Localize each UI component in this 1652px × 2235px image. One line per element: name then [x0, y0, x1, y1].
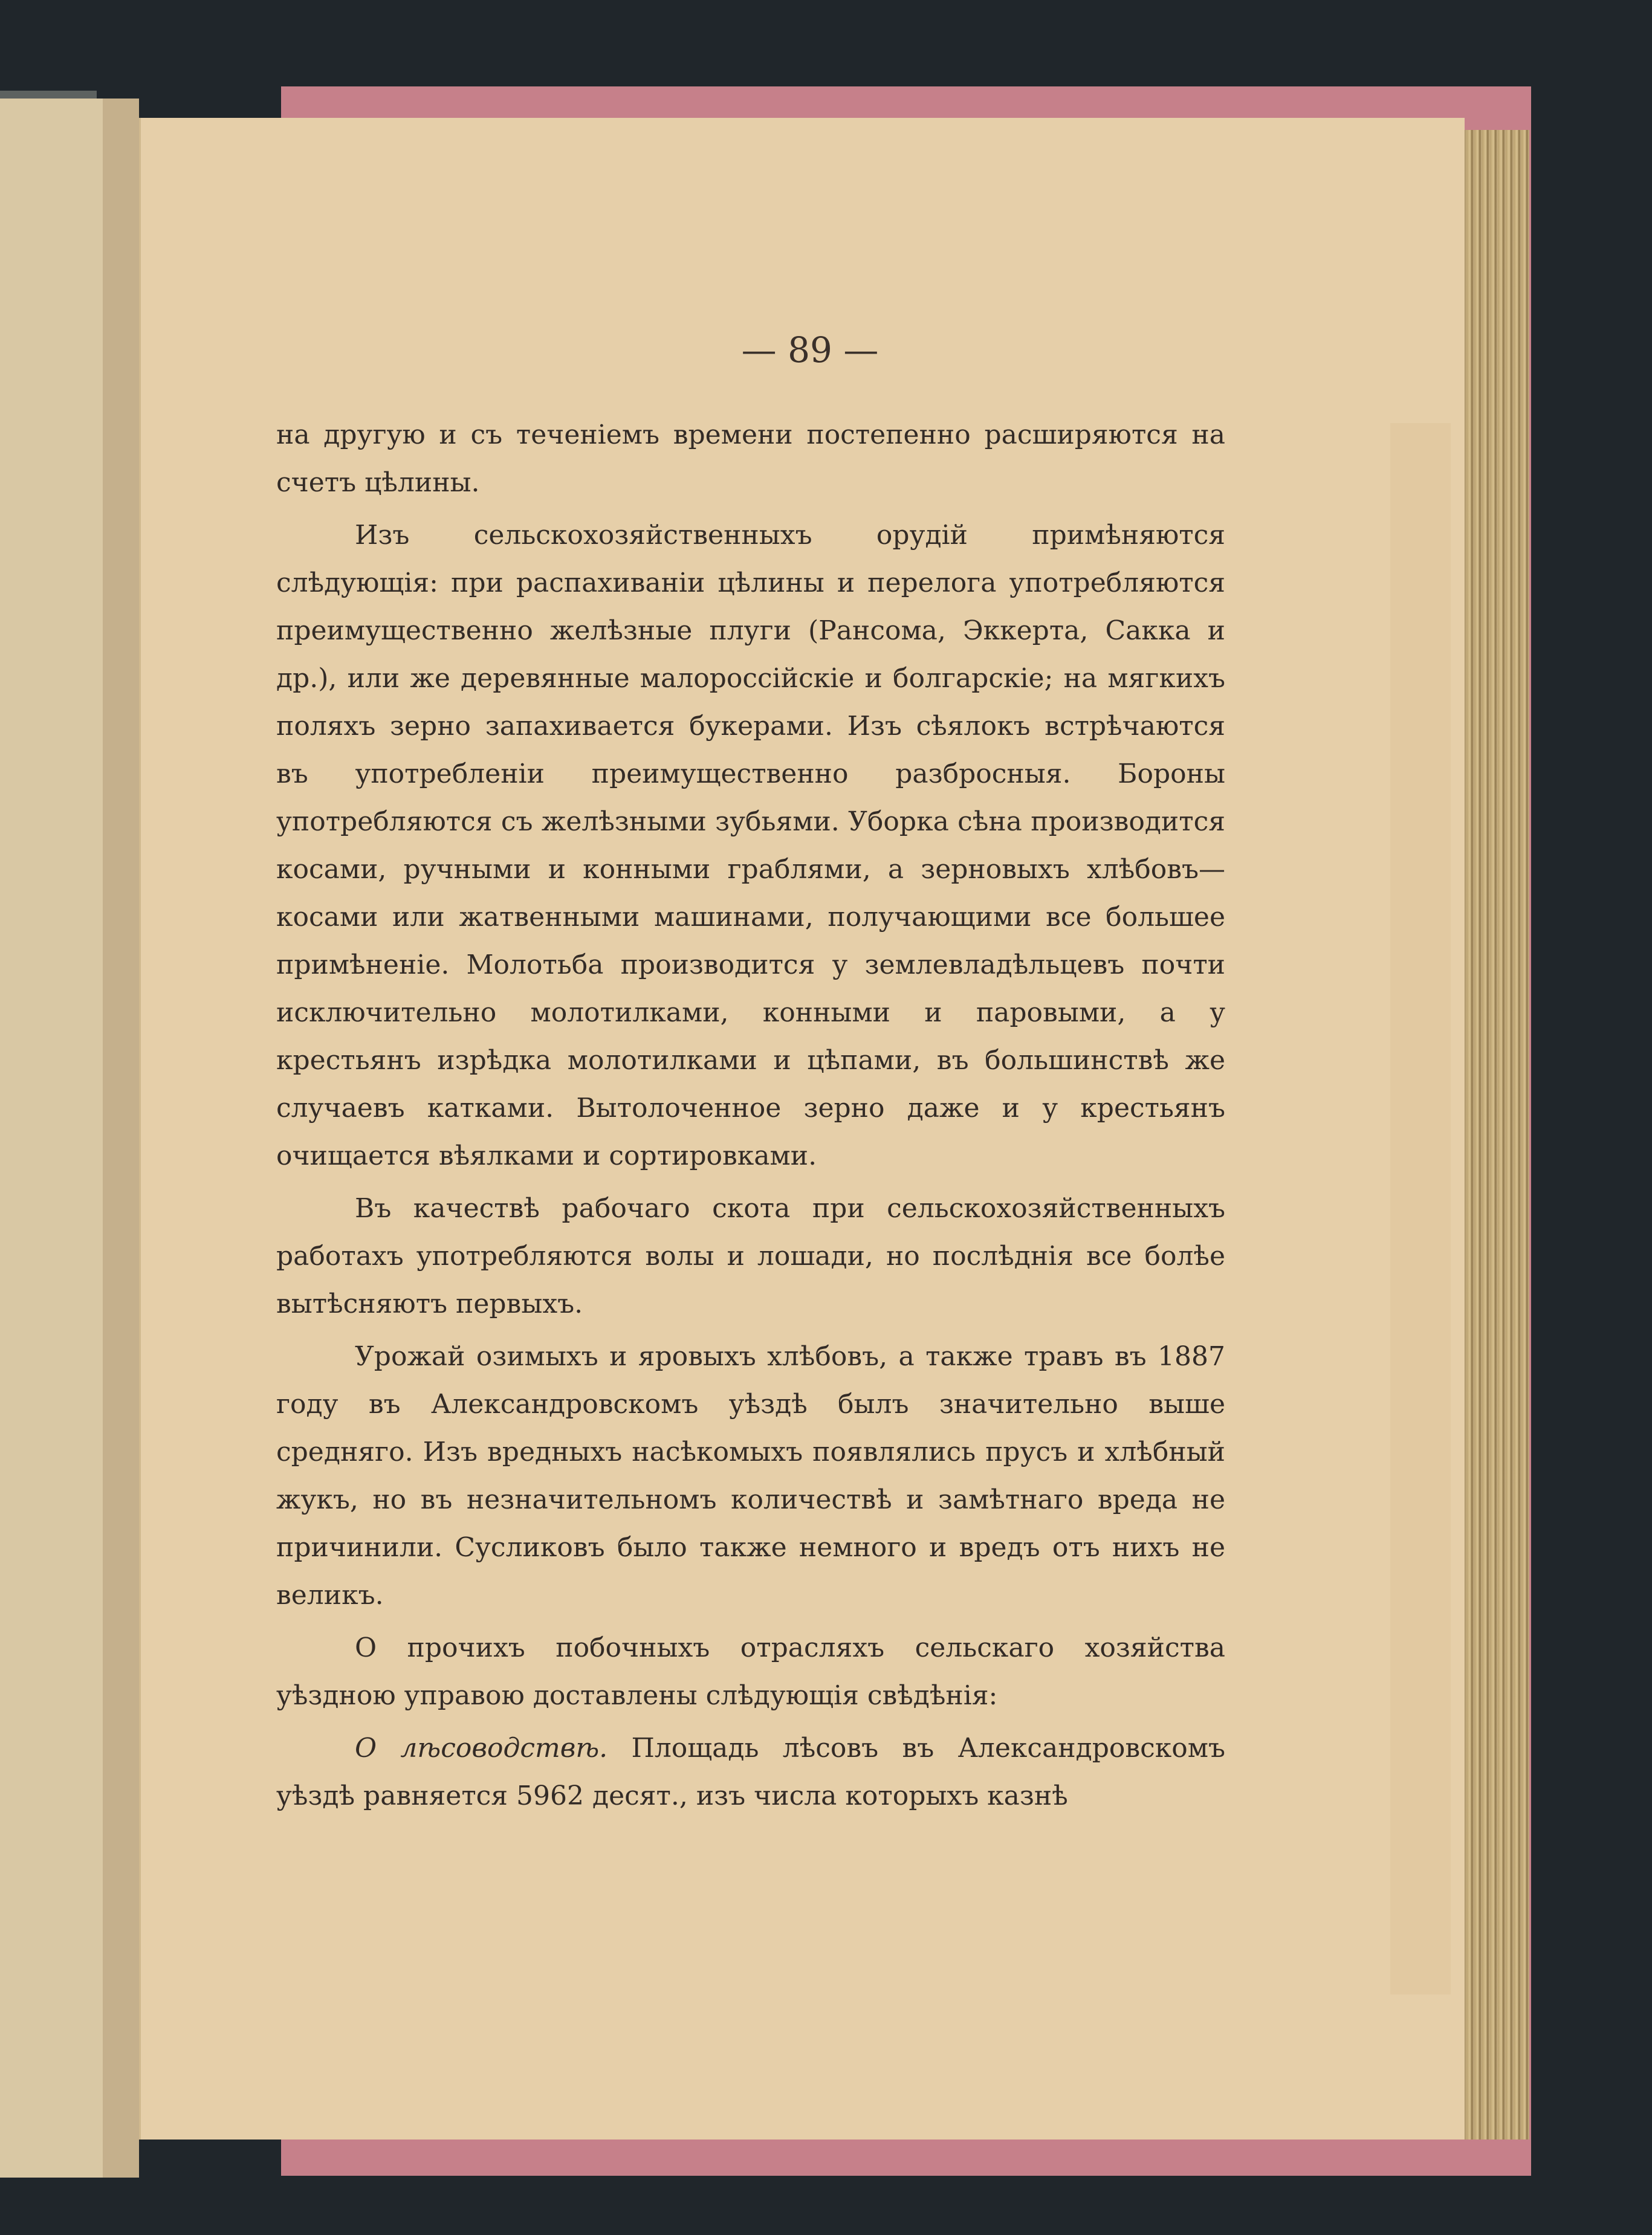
page-text [276, 411, 1225, 1825]
page-stain [1390, 423, 1451, 1994]
book-gutter [103, 99, 139, 2178]
paragraph-2: Изъ сельскохозяйственныхъ орудій примѣняются слѣдующія: при распахиваніи цѣлины и перелога употребляются преимущественно желѣзные плуги (Рансома, Эккерта, Сакка и др.), или же деревянные малороссійскіе и болгарскіе; на мягкихъ поляхъ зерно запахивается букерами. Изъ сѣялокъ встрѣчаются въ употребленіи преимущественно разбросныя. Бороны употребляются съ желѣзными зубьями. Уборка сѣна производится косами, ручными и конными граблями, а зерновыхъ хлѣбовъ—косами или жатвенными машинами, получающими все большее примѣненіе. Молотьба производится у землевладѣльцевъ почти исключительно молотилками, конными и паровыми, а у крестьянъ изрѣдка молотилками и цѣпами, въ большинствѣ же случаевъ катками. Вытолоченное зерно даже и у крестьянъ очищается вѣялками и сортировками. [276, 520, 1225, 1171]
paragraph-5: О прочихъ побочныхъ отрасляхъ сельскаго хозяйства уѣздною управою доставлены слѣдующія свѣдѣнія: [276, 1632, 1225, 1711]
paragraph-4: Урожай озимыхъ и яровыхъ хлѣбовъ, а также травъ въ 1887 году въ Александровскомъ уѣздѣ былъ значительно выше средняго. Изъ вредныхъ насѣкомыхъ появлялись прусъ и хлѣбный жукъ, но въ незначительномъ количествѣ и замѣтнаго вреда не причинили. Сусликовъ было также немного и вредъ отъ нихъ не великъ. [276, 1341, 1225, 1611]
section-heading-forestry: О лѣсоводствѣ. [355, 1733, 608, 1764]
paragraph-6 [276, 1724, 1225, 1820]
paragraph-3: Въ качествѣ рабочаго скота при сельскохозяйственныхъ работахъ употребляются волы и лошади, но послѣднія все болѣе вытѣсняютъ первыхъ. [276, 1193, 1225, 1319]
paragraph-6-text: Площадь лѣсовъ въ Александровскомъ уѣздѣ равняется 5962 десят., изъ числа которыхъ казнѣ [276, 1733, 1225, 1811]
page-number: — 89 — [741, 329, 879, 370]
paragraph-1: на другую и съ теченіемъ времени постепенно расширяются на счетъ цѣлины. [276, 419, 1225, 498]
